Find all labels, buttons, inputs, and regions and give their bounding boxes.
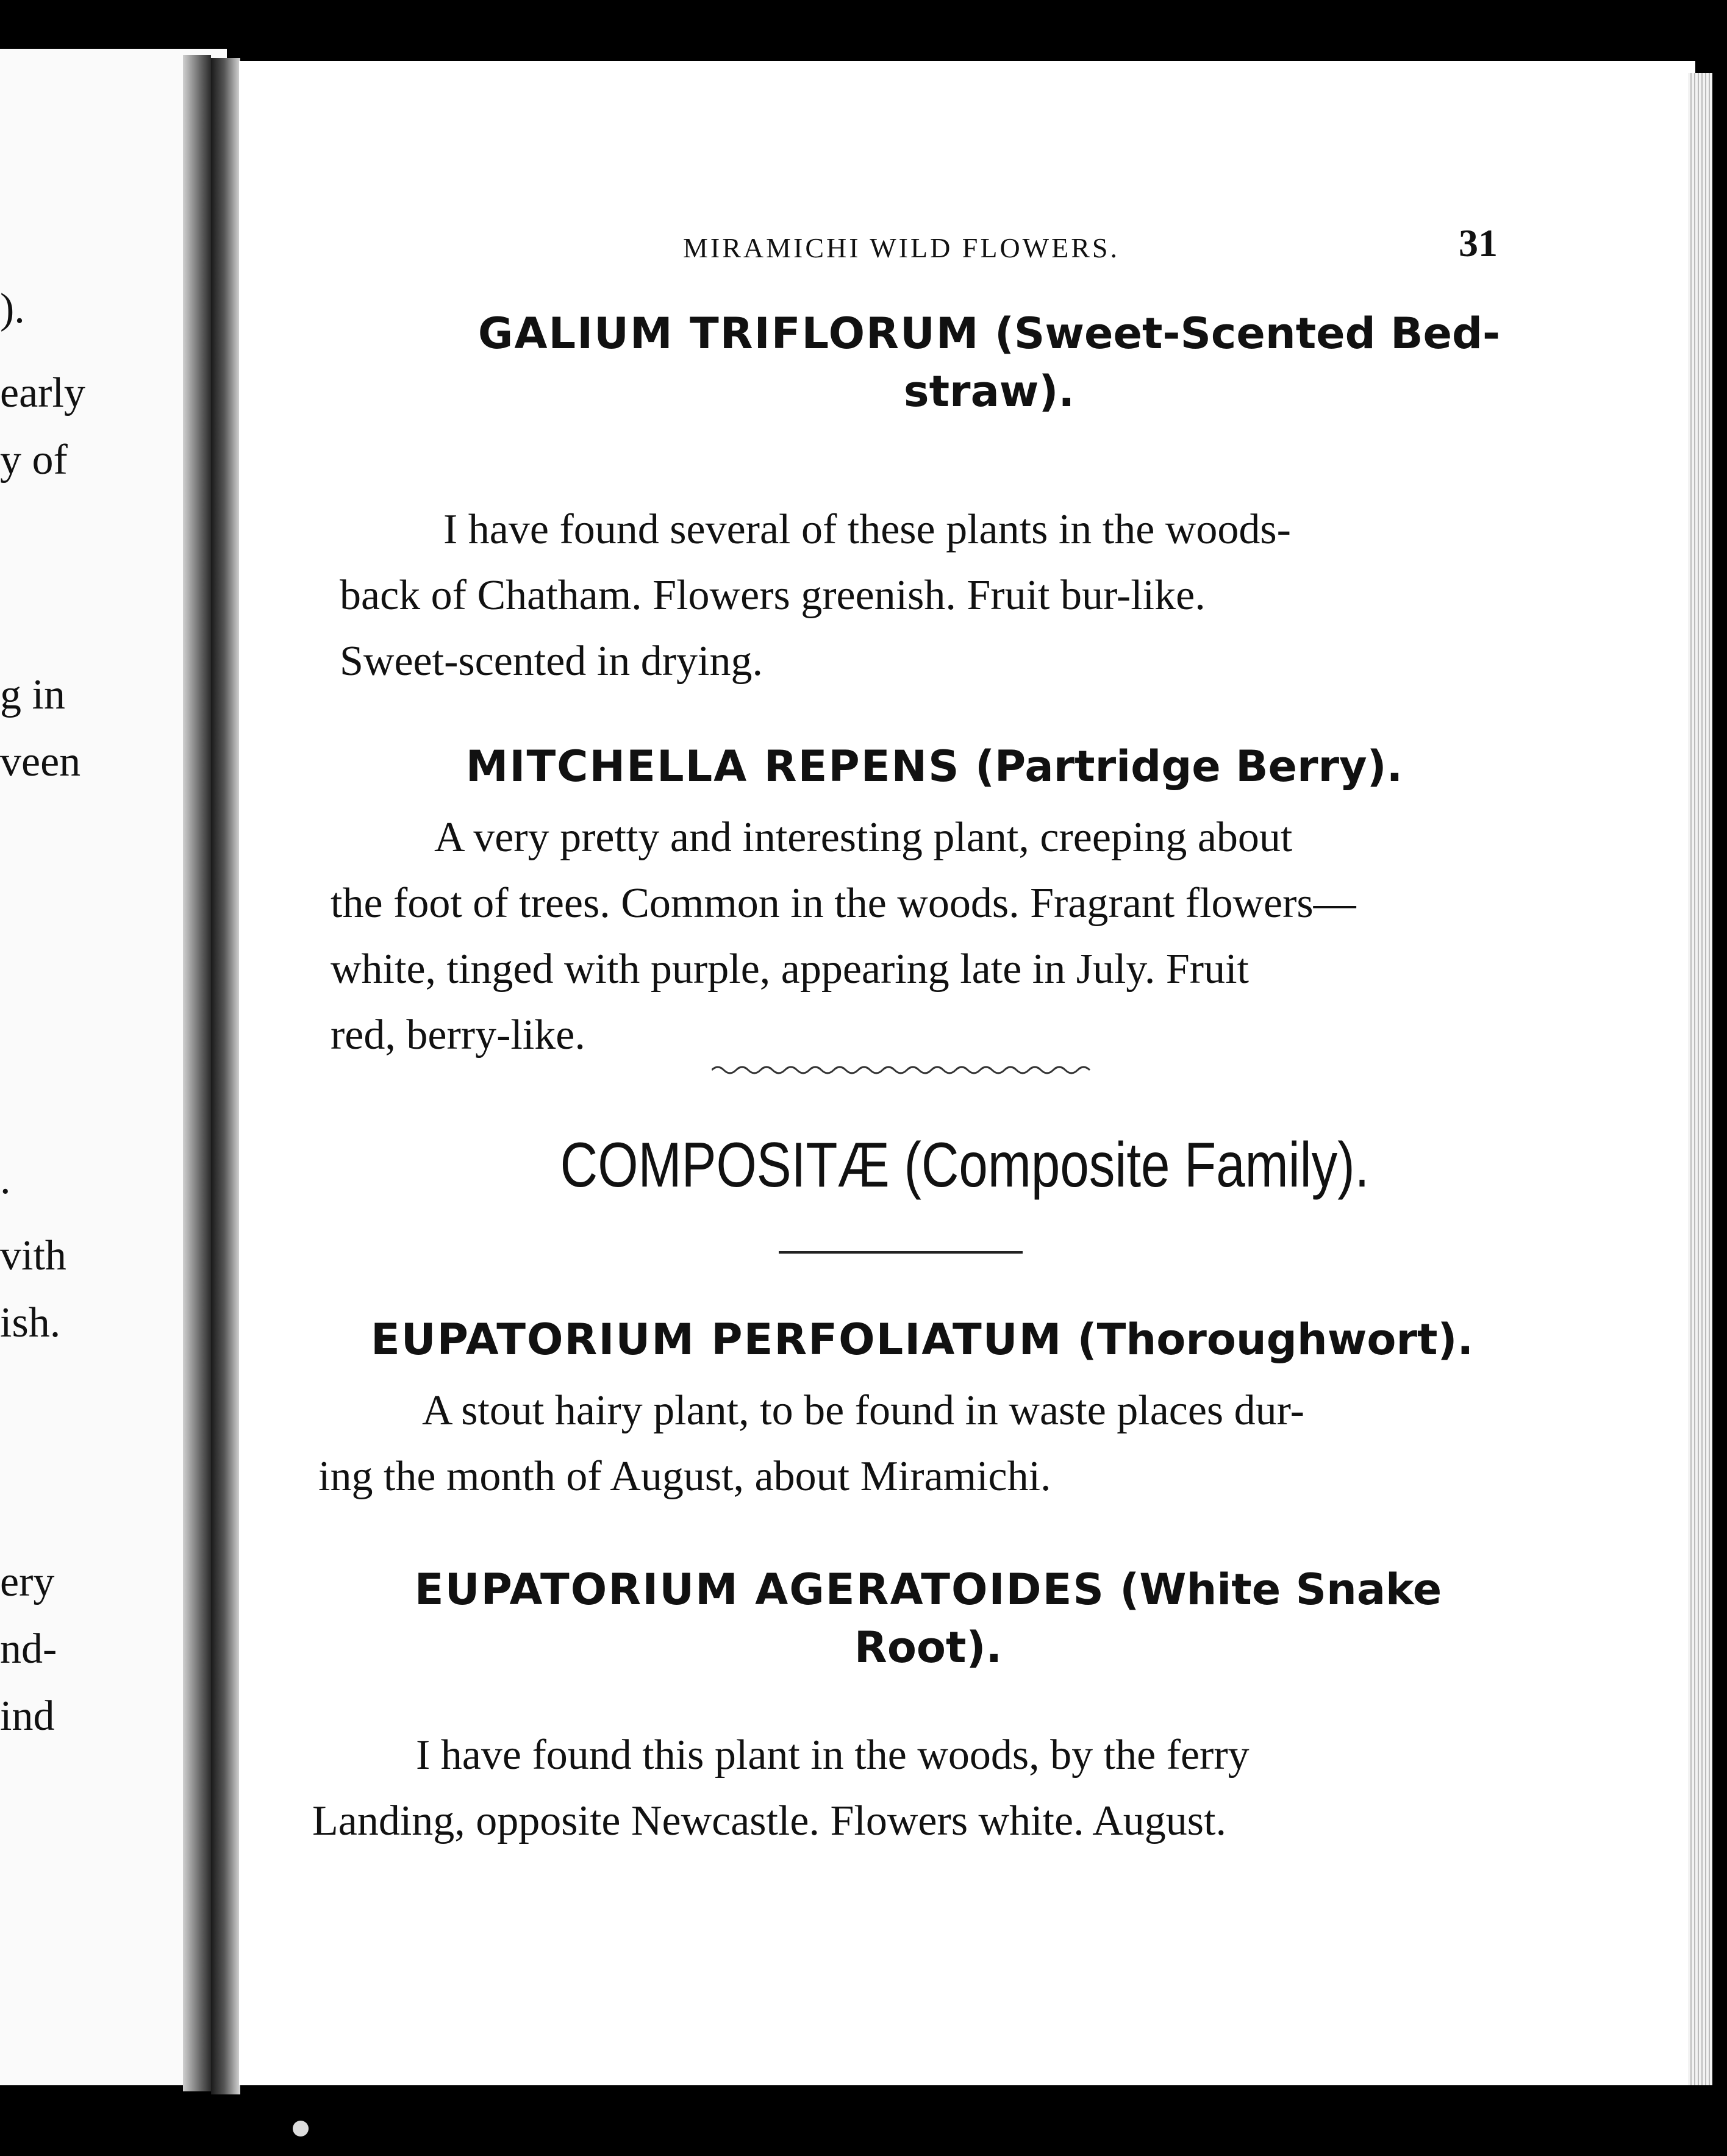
common-name-continued: straw). bbox=[903, 366, 1075, 416]
text-line: I have found several of these plants in the woods- bbox=[443, 506, 1291, 553]
text-line: red, berry-like. bbox=[331, 1012, 585, 1058]
text-line: back of Chatham. Flowers greenish. Fruit bur-like. bbox=[340, 572, 1206, 619]
common-name-continued: Root). bbox=[854, 1622, 1003, 1672]
entry-heading bbox=[324, 738, 1544, 796]
left-page-fragment: . bbox=[0, 1156, 11, 1203]
left-page-fragment: veen bbox=[0, 738, 81, 785]
common-name: (Thoroughwort). bbox=[1077, 1315, 1474, 1365]
left-page-fragment: early bbox=[0, 369, 85, 416]
book-spine bbox=[211, 58, 240, 2094]
text-line: I have found this plant in the woods, by the ferry bbox=[416, 1732, 1250, 1779]
entry-description bbox=[318, 1378, 1477, 1510]
text-line: ing the month of August, about Miramichi. bbox=[318, 1453, 1051, 1500]
running-title: MIRAMICHI WILD FLOWERS. bbox=[683, 232, 1120, 263]
family-heading: COMPOSITÆ (Composite Family). bbox=[560, 1130, 1370, 1201]
page-edge bbox=[1688, 73, 1712, 2085]
entry-heading bbox=[318, 1561, 1538, 1676]
left-page-fragment: ish. bbox=[0, 1299, 61, 1346]
text-line: white, tinged with purple, appearing late in July. Fruit bbox=[331, 946, 1249, 993]
book-page bbox=[239, 61, 1695, 2085]
left-page-edge bbox=[183, 55, 211, 2091]
common-name: (White Snake bbox=[1120, 1565, 1442, 1615]
entry-heading bbox=[324, 305, 1654, 420]
left-page-fragment: g in bbox=[0, 671, 65, 718]
scan-speck bbox=[293, 2121, 309, 2136]
left-page-fragment: ). bbox=[0, 285, 25, 332]
common-name: (Partridge Berry). bbox=[974, 741, 1403, 791]
text-line: Sweet-scented in drying. bbox=[340, 638, 763, 685]
left-page-fragment: y of bbox=[0, 437, 68, 484]
entry-description bbox=[331, 805, 1489, 1068]
entry-description bbox=[312, 1722, 1471, 1854]
left-page-fragment: ind bbox=[0, 1693, 55, 1740]
text-line: Landing, opposite Newcastle. Flowers white. August. bbox=[312, 1797, 1226, 1844]
page-number: 31 bbox=[1459, 221, 1498, 265]
left-page-fragment: nd- bbox=[0, 1626, 57, 1672]
entry-heading bbox=[312, 1311, 1532, 1369]
latin-name: MITCHELLA REPENS bbox=[465, 741, 960, 791]
left-page-fragment: ery bbox=[0, 1558, 55, 1605]
text-line: A stout hairy plant, to be found in waste places dur- bbox=[422, 1387, 1304, 1434]
common-name: (Sweet-Scented Bed- bbox=[994, 309, 1501, 359]
latin-name: EUPATORIUM PERFOLIATUM bbox=[370, 1315, 1063, 1365]
text-line: A very pretty and interesting plant, creeping about bbox=[434, 814, 1293, 861]
text-line: the foot of trees. Common in the woods. Fragrant flowers— bbox=[331, 880, 1356, 927]
entry-description bbox=[340, 497, 1498, 694]
latin-name: GALIUM TRIFLORUM bbox=[477, 309, 980, 359]
ornament-divider bbox=[712, 1061, 1096, 1079]
left-page-fragment: vith bbox=[0, 1232, 66, 1279]
heading-rule bbox=[779, 1251, 1023, 1254]
latin-name: EUPATORIUM AGERATOIDES bbox=[414, 1565, 1105, 1615]
